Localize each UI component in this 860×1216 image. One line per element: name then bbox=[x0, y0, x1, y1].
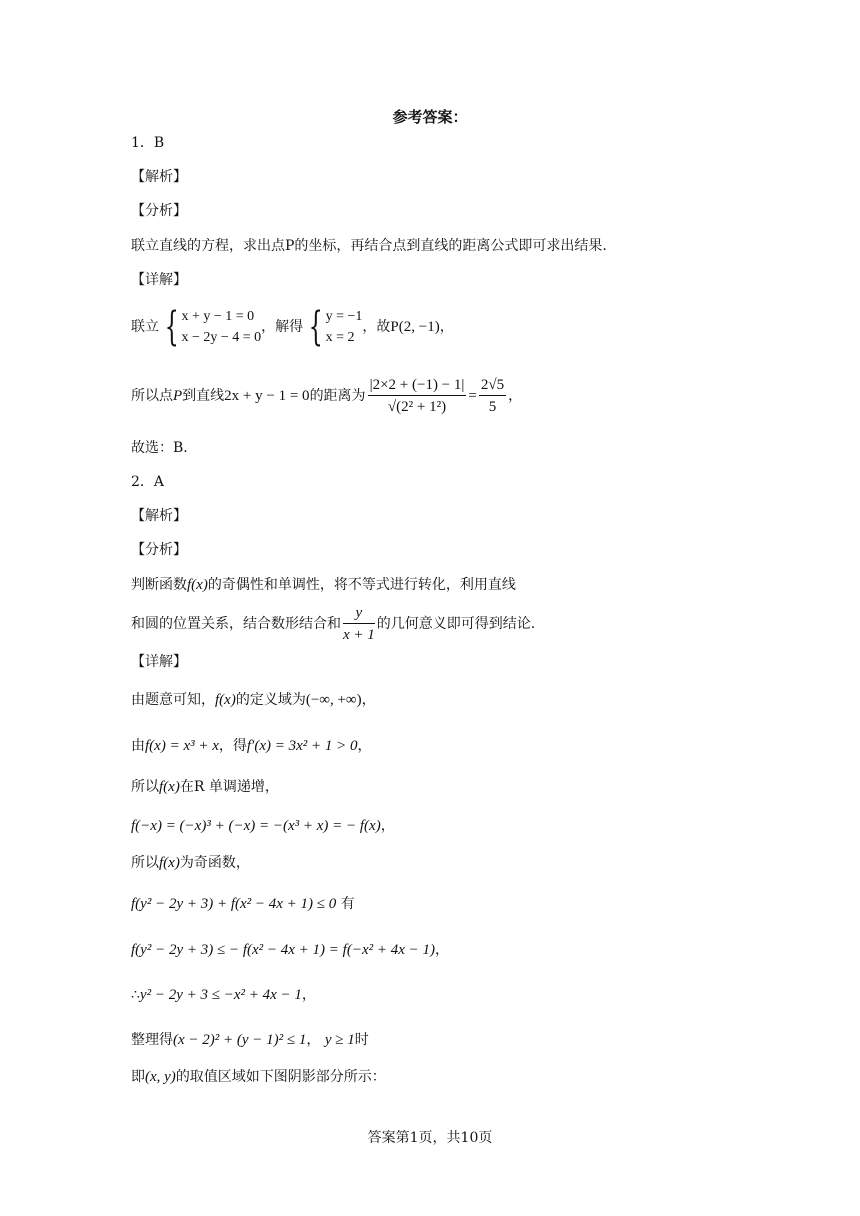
q1-step2-prefix: 所以点 bbox=[131, 388, 173, 404]
q2-step3 bbox=[131, 777, 279, 797]
result-denominator: 5 bbox=[488, 399, 497, 415]
equation-system-1 bbox=[181, 306, 261, 348]
point-p: P(2, −1) bbox=[390, 319, 440, 335]
result-fraction bbox=[479, 376, 506, 416]
q2-answer: 2．A bbox=[131, 474, 165, 490]
equation-system-2 bbox=[326, 306, 363, 348]
q2-fenxi-text2a: 和圆的位置关系，结合数形结合和 bbox=[131, 616, 341, 632]
q1-xiangjie-heading: 【详解】 bbox=[131, 272, 187, 288]
q2-fenxi-text1b: 的奇偶性和单调性，将不等式进行转化，利用直线 bbox=[207, 577, 516, 593]
line-equation: 2x + y − 1 = 0 bbox=[224, 388, 310, 404]
q2-step7 bbox=[131, 940, 449, 960]
left-brace: { bbox=[308, 304, 323, 350]
distance-numerator: |2×2 + (−1) − 1| bbox=[368, 376, 467, 396]
frac-numerator: y bbox=[343, 604, 375, 624]
q1-step1 bbox=[131, 306, 454, 348]
inequality-1: f(y² − 2y + 3) + f(x² − 4x + 1) ≤ 0 bbox=[131, 896, 337, 912]
system2-line1: y = −1 bbox=[325, 309, 363, 324]
y-condition: y ≥ 1 bbox=[324, 1032, 355, 1048]
q2-s2-b: ，得 bbox=[218, 738, 247, 754]
q2-s1-a: 由题意可知， bbox=[131, 692, 215, 708]
q2-s8-c: ， bbox=[301, 987, 316, 1003]
q2-xiangjie-heading: 【详解】 bbox=[131, 654, 187, 670]
page-footer: 答案第1页，共10页 bbox=[367, 1130, 493, 1146]
q2-step10 bbox=[131, 1067, 386, 1087]
q2-step2 bbox=[131, 736, 372, 756]
q2-s2-c: ， bbox=[357, 738, 372, 754]
q1-step1-end: ， bbox=[439, 319, 454, 335]
system1-line2: x − 2y − 4 = 0 bbox=[181, 330, 262, 345]
q2-s5-a: 所以 bbox=[131, 855, 159, 871]
q1-fenxi-text: 联立直线的方程，求出点P的坐标，再结合点到直线的距离公式即可求出结果. bbox=[131, 238, 607, 254]
result-numerator: 2√5 bbox=[479, 376, 506, 396]
q1-jiexi-heading: 【解析】 bbox=[131, 169, 187, 185]
q2-s7-c: ， bbox=[435, 942, 449, 958]
frac-denominator: x + 1 bbox=[343, 627, 375, 643]
y-over-x-plus-1 bbox=[343, 604, 375, 644]
q2-step1 bbox=[131, 690, 376, 710]
q1-fenxi-heading: 【分析】 bbox=[131, 203, 187, 219]
q2-fenxi-text1a: 判断函数 bbox=[131, 577, 187, 593]
q1-step1-suffix: ，故 bbox=[362, 319, 391, 335]
q1-answer: 1．B bbox=[131, 135, 165, 151]
q2-fenxi-text2b: 的几何意义即可得到结论. bbox=[376, 616, 536, 632]
q1-step2-end: ， bbox=[508, 388, 523, 404]
q2-fenxi-heading: 【分析】 bbox=[131, 542, 187, 558]
q1-conclusion: 故选：B. bbox=[131, 440, 188, 456]
q2-step6 bbox=[131, 894, 355, 914]
inequality-2: f(y² − 2y + 3) ≤ − f(x² − 4x + 1) = f(−x² + 4x − 1) bbox=[131, 942, 435, 958]
domain: (−∞, +∞) bbox=[305, 692, 362, 708]
q2-step9 bbox=[131, 1030, 369, 1050]
function-definition: f(x) = x³ + x bbox=[145, 738, 219, 754]
xy-pair: (x, y) bbox=[145, 1069, 176, 1085]
q2-s1-b: 的定义域为 bbox=[235, 692, 306, 708]
q2-s9-b: ， bbox=[306, 1032, 321, 1048]
derivative: f′(x) = 3x² + 1 > 0 bbox=[246, 738, 358, 754]
q2-s5-fx: f(x) bbox=[159, 855, 180, 871]
therefore-symbol: ∴ bbox=[131, 987, 140, 1003]
q2-s4-c: ， bbox=[380, 818, 395, 834]
q1-step1-mid: ，解得 bbox=[261, 319, 304, 335]
odd-function-derivation: f(−x) = (−x)³ + (−x) = −(x³ + x) = − f(x) bbox=[131, 818, 381, 834]
q1-step1-prefix: 联立 bbox=[131, 319, 159, 335]
q1-step2 bbox=[131, 374, 522, 418]
distance-denominator: √(2² + 1²) bbox=[387, 399, 447, 415]
q2-s3-b: 在R 单调递增， bbox=[179, 779, 279, 795]
q1-step2-mid2: 的距离为 bbox=[309, 388, 366, 404]
q2-s1-fx: f(x) bbox=[215, 692, 236, 708]
system2-line2: x = 2 bbox=[325, 330, 355, 345]
inequality-3: y² − 2y + 3 ≤ −x² + 4x − 1 bbox=[139, 987, 302, 1003]
q2-step4 bbox=[131, 816, 395, 836]
left-brace: { bbox=[164, 304, 179, 350]
q2-s3-fx: f(x) bbox=[159, 779, 180, 795]
q2-s9-a: 整理得 bbox=[131, 1032, 173, 1048]
q2-s3-a: 所以 bbox=[131, 779, 159, 795]
q2-fenxi-fx: f(x) bbox=[187, 577, 208, 593]
q1-step2-p: P bbox=[173, 388, 183, 404]
q2-s10-b: 的取值区域如下图阴影部分所示： bbox=[175, 1069, 386, 1085]
q2-fenxi-line1 bbox=[131, 575, 516, 595]
q2-step5 bbox=[131, 853, 250, 873]
q2-s1-c: ， bbox=[361, 692, 376, 708]
system1-line1: x + y − 1 = 0 bbox=[181, 309, 255, 324]
page-title: 参考答案： bbox=[392, 108, 468, 126]
q2-jiexi-heading: 【解析】 bbox=[131, 508, 187, 524]
circle-inequality: (x − 2)² + (y − 1)² ≤ 1 bbox=[173, 1032, 307, 1048]
distance-fraction bbox=[368, 376, 467, 416]
q2-s2-a: 由 bbox=[131, 738, 145, 754]
q2-step8 bbox=[131, 985, 316, 1005]
q2-s5-b: 为奇函数， bbox=[179, 855, 250, 871]
equals-sign: = bbox=[468, 388, 477, 404]
q2-fenxi-line2 bbox=[131, 602, 535, 646]
q1-step2-mid1: 到直线 bbox=[182, 388, 225, 404]
q2-s9-c: 时 bbox=[354, 1032, 369, 1048]
q2-s6-b: 有 bbox=[336, 896, 355, 912]
q2-s10-a: 即 bbox=[131, 1069, 145, 1085]
